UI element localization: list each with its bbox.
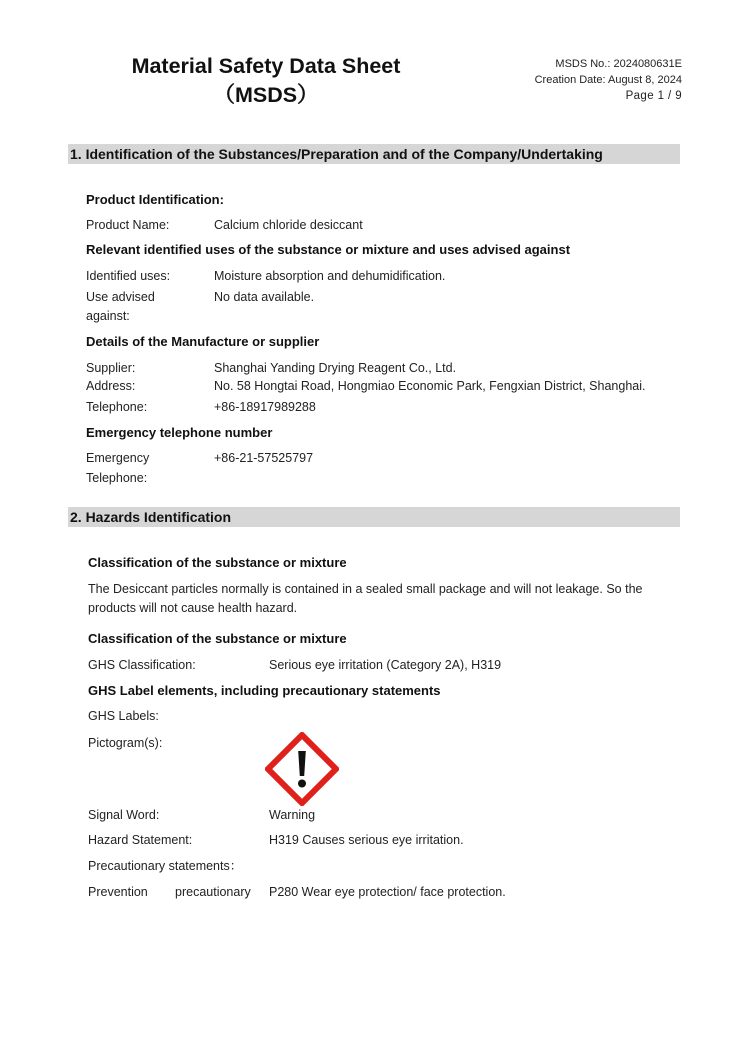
page-number: Page 1 / 9 (625, 90, 682, 102)
emergency-value: +86-21-57525797 (214, 451, 314, 465)
product-identification-heading: Product Identification: (86, 192, 224, 207)
document-meta (535, 56, 682, 104)
product-name-value: Calcium chloride desiccant (214, 218, 363, 232)
prevention-label-2: precautionary (175, 885, 251, 899)
identified-uses-label: Identified uses: (86, 269, 171, 283)
creation-date: Creation Date: August 8, 2024 (534, 74, 682, 86)
title-line-2: （MSDS） (213, 83, 319, 107)
pictogram-label: Pictogram(s): (88, 736, 163, 750)
use-advised-label-1: Use advised (86, 290, 155, 304)
label-elements-heading: GHS Label elements, including precautionary statements (88, 683, 441, 698)
supplier-value: Shanghai Yanding Drying Reagent Co., Ltd. (214, 361, 457, 375)
section-2-heading: 2. Hazards Identification (68, 507, 680, 527)
prevention-value: P280 Wear eye protection/ face protection. (269, 885, 506, 899)
prevention-label-1: Prevention (88, 885, 148, 899)
exclamation-mark-diamond-icon (265, 732, 339, 806)
identified-uses-value: Moisture absorption and dehumidification. (214, 269, 446, 283)
address-value: No. 58 Hongtai Road, Hongmiao Economic Park, Fengxian District, Shanghai. (214, 379, 646, 393)
telephone-value: +86-18917989288 (214, 400, 316, 414)
signal-word-label: Signal Word: (88, 808, 160, 822)
section-1-heading: 1. Identification of the Substances/Preparation and of the Company/Undertaking (68, 144, 680, 164)
ghs-classification-value: Serious eye irritation (Category 2A), H319 (269, 658, 502, 672)
address-label: Address: (86, 379, 136, 393)
document-title (120, 52, 412, 110)
classification-heading-2: Classification of the substance or mixture (88, 631, 347, 646)
ghs-classification-label: GHS Classification: (88, 658, 196, 672)
classification-text: The Desiccant particles normally is contained in a sealed small package and will not leakage. So the products will not cause health hazard. (88, 582, 643, 615)
hazard-statement-value: H319 Causes serious eye irritation. (269, 833, 464, 847)
msds-number: MSDS No.: 2024080631E (555, 58, 682, 70)
product-name-label: Product Name: (86, 218, 170, 232)
uses-heading: Relevant identified uses of the substance or mixture and uses advised against (86, 242, 571, 257)
use-advised-value: No data available. (214, 290, 315, 304)
emergency-label-2: Telephone: (86, 471, 148, 485)
emergency-heading: Emergency telephone number (86, 425, 273, 440)
manufacturer-heading: Details of the Manufacture or supplier (86, 334, 320, 349)
signal-word-value: Warning (269, 808, 316, 822)
supplier-label: Supplier: (86, 361, 136, 375)
precautionary-label: Precautionary statements： (88, 859, 243, 873)
classification-heading-1: Classification of the substance or mixture (88, 555, 347, 570)
telephone-label: Telephone: (86, 400, 148, 414)
hazard-statement-label: Hazard Statement: (88, 833, 193, 847)
title-line-1: Material Safety Data Sheet (131, 54, 401, 78)
emergency-label-1: Emergency (86, 451, 150, 465)
ghs-labels-label: GHS Labels: (88, 709, 159, 723)
use-advised-label-2: against: (86, 309, 130, 323)
